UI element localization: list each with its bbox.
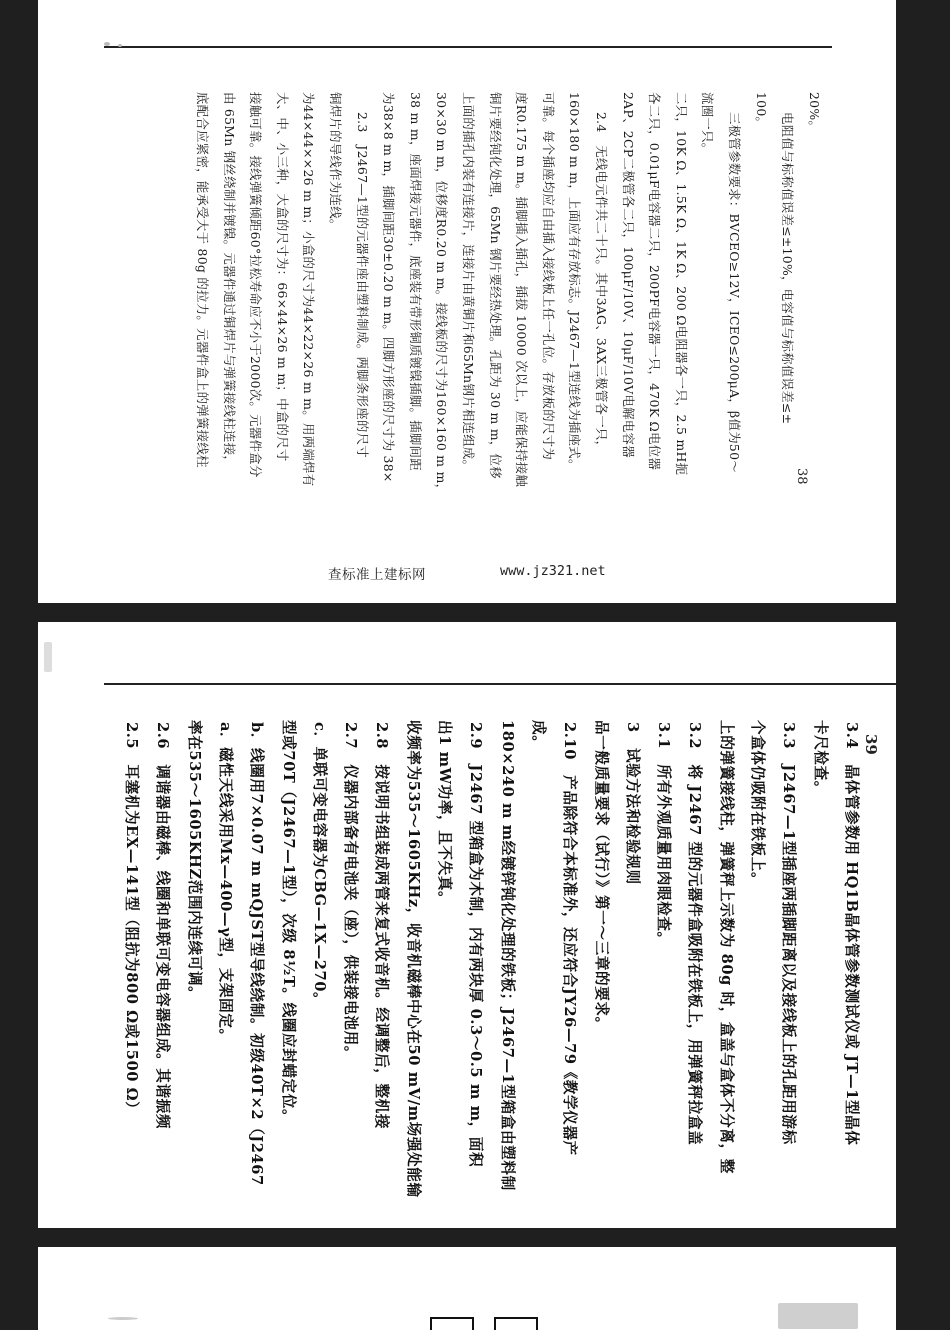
text-line: 由 65Mn 钢丝绕制并镀镍。元器件通过铜焊片与弹簧接线柱连接， [221,92,237,469]
text-line: 二只，10K Ω、1.5K Ω、1K Ω、200 Ω电阻器各一只，2.5 mH扼 [673,92,689,476]
watermark-site-name: 查标准上建标网 [328,567,426,583]
text-line: c．单联可变电容器为CBG—1X—270。 [310,722,328,1008]
text-line: 2.4 无线电元件共二十只。其中3AG、3AX三极管各一只， [594,112,609,454]
text-line: 接触可靠。接线弹簧倾距60°拉松寿命应不小于2000次。元器件盒分 [248,92,264,478]
text-line: 成。 [529,720,547,751]
text-line: 180×240 m m经镀锌钝化处理的铁板；J2467—1型箱盒由塑料制 [498,720,516,1191]
scan-speck [44,642,52,672]
text-line: 为38×8 m m，插脚间距30±0.20 m m。四脚方形座的尺寸为 38× [381,92,397,483]
header-rule [104,683,896,685]
text-line: 度R0.175 m m。插脚插入插孔，插拔 10000 次以上，应能保持接触 [514,92,530,488]
text-line: 2.3 J2467—1型的元器件座由塑料制成。两脚条形座的尺寸 [354,112,370,458]
text-line: 30×30 m m，位移度R0.20 m m。接线板的尺寸为160×160 m m， [434,92,450,497]
text-line: 100。 [753,92,769,130]
text-line: 上的弹簧接线柱，弹簧秤上示数为 80g 时，盒盖与盒体不分离，整 [717,720,735,1174]
text-line: 各二只，0.01μF电容器二只，200PF电容器一只，470K Ω电位器 [647,92,663,471]
text-line: 20%。 [806,92,822,134]
text-line: 个盒体仍吸附在铁板上。 [749,720,766,888]
text-line: 卡尺检查。 [811,720,829,796]
watermark-url: www.jz321.net [500,563,606,579]
text-line: 铜焊片的导线作为连线。 [328,92,343,232]
table-cell-outline [430,1317,474,1330]
scan-speck [778,1303,858,1329]
text-line: 型或70T（J2467—1型），次级 8½T。线圈应封蜡定位。 [279,720,297,1125]
page-39 [38,622,896,1228]
text-line: 出1 mW功率，且不失真。 [436,720,453,907]
page-40-partial [38,1247,896,1330]
page-number-39: 39 [862,734,880,755]
text-line: 3.1 所有外观质量用肉眼检查。 [655,722,673,947]
text-line: 可靠。每个插座均应自由插入接线板上任一孔位。存放板的尺寸为 [540,92,556,461]
table-cell-outline [494,1317,538,1330]
text-line: 上面的插孔内装有连接片，连接片由黄铜片和65Mn钢片相连组成。 [461,92,476,473]
text-line: 38 m m，座面焊接元器件，底座装有带形铜质镀镍插脚。插脚间距 [407,92,423,471]
page-number-38: 38 [794,468,809,485]
page-38 [38,0,896,603]
text-line: 2.9 J2467 型箱盒为木制，内有两块厚 0.3～0.5 m m，面积 [467,722,485,1168]
text-line: 流圈一只。 [700,92,716,156]
text-line: 160×180 m m，上面应有存放标志。J2467—1型连线为插座式。 [567,92,583,472]
text-line: 3.3 J2467—1型插座两插脚距离以及接线板上的孔距用游标 [780,722,798,1145]
header-rule [104,46,832,48]
text-line: 电阻值与标称值误差≤±10%，电容值与标称值误差≤± [780,112,796,425]
scan-speck [108,1317,138,1320]
text-line: b．线圈用7×0.07 m mQJST型导线绕制。初级40T×2（J2467 [248,722,266,1186]
text-line: 3.4 晶体管参数用 HQ1B晶体管参数测试仪或 JT—1型晶体 [842,722,860,1146]
text-line: 2.7 仪器内部备有电池夹（座），供装接电池用。 [342,722,360,1061]
scan-speck [104,42,110,46]
text-line: 大、中、小三种，大盒的尺寸为：66×44×26 m m；中盒的尺寸 [274,92,290,462]
text-line: 2.10 产品除符合本标准外，还应符合JY26—79《教学仪器产 [561,722,579,1156]
text-line: 3 试验方法和检验规则 [623,722,641,885]
scan-speck [118,44,122,47]
text-line: 3.2 将 J2467 型的元器件盒吸附在铁板上，用弹簧秤拉盒盖 [686,722,704,1146]
text-line: 2.6 调谐器由磁棒、线圈和单联可变电容器组成。其谐振频 [154,722,172,1130]
text-line: 率在535～1605KHZ范围内连续可调。 [185,720,203,1002]
text-line: a．磁性天线采用Mx—400—γ型，支架固定。 [216,722,234,1044]
text-line: 底配合应紧密，能承受大于 80g 的拉力。元器件盒上的弹簧接线柱 [195,92,210,468]
text-line: 2.5 耳塞机为EX—141型（阻抗为800 Ω或1500 Ω） [123,722,140,1117]
text-line: 为44×44××26 m m；小盒的尺寸为44×22×26 m m。用两端焊有 [301,92,317,487]
text-line: 铜片要经钝化处理，65Mn 钢片要经热处理。孔距为 30 m m，位移 [487,92,503,479]
text-line: 收频率为535～1605KHz，收音机磁棒中心在50 mV/m场强处能输 [404,720,422,1198]
text-line: 2AP、2CP二极管各二只，100μF/10V、10μF/10V电解电容器 [620,92,636,458]
text-line: 品一般质量要求（试行）》第一～三章的要求。 [592,720,610,1032]
text-line: 三极管参数要求：BVCEO≥12V，ICEO≤200μA，β值为50～ [727,112,742,473]
text-line: 2.8 按说明书组装成两管来复式收音机。经调整后，整机接 [373,722,391,1130]
